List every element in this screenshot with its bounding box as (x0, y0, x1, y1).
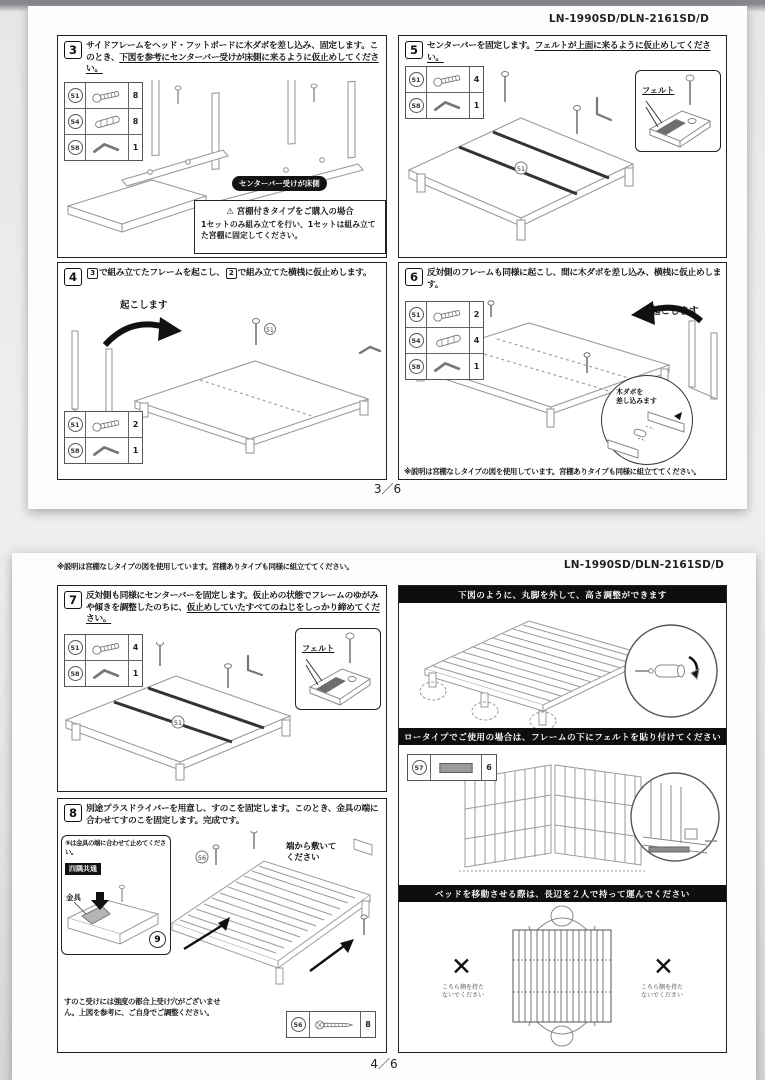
part-callout: 51 (173, 719, 183, 727)
step7-text-underlined: 仮止めしていたすべてのねじをしっかり締めてください。 (86, 602, 380, 625)
dowel-icon (87, 113, 127, 131)
hex-key-icon (87, 139, 127, 157)
step5-number: 5 (405, 41, 423, 59)
felt-detail-drawing (636, 71, 718, 149)
part-id-badge: 58 (409, 98, 424, 113)
part-qty: 8 (132, 117, 139, 126)
step4-text-a: で組み立てたフレームを起こし、 (99, 268, 225, 278)
circled-9: 9 (149, 931, 166, 948)
height-adjust-bar: 下図のように、丸脚を外して、高さ調整ができます (399, 586, 726, 603)
part-qty: 1 (473, 101, 480, 110)
bolt-icon (428, 71, 468, 89)
part-id-badge: 57 (412, 760, 427, 775)
part-id-badge: 54 (68, 114, 83, 129)
step6-instruction: 反対側のフレームも同様に起こし、間に木ダボを差し込み、横桟に仮止めします。 (427, 268, 722, 290)
top-note: ※説明は宮棚なしタイプの図を使用しています。宮棚ありタイプも同様に組立ててください。 (57, 562, 354, 571)
step5-text: センターバーを固定します。 (427, 41, 535, 51)
felt-label: フェルト (302, 643, 335, 653)
part-id-badge: 51 (68, 640, 83, 655)
felt-label: フェルト (642, 85, 675, 95)
no-hold-line1: こちら側を持た (441, 984, 484, 991)
step7-panel (57, 585, 387, 792)
miyadana-warning-box (194, 200, 386, 254)
felt-icon (433, 759, 479, 777)
no-hold-caption-right (630, 984, 694, 1001)
dowel-insert-label (616, 388, 657, 406)
hex-key-icon (87, 442, 127, 460)
step8-instruction: 別途プラスドライバーを用意し、すのこを固定します。このとき、金具の端に合わせてすのこを固定します。完成です。 (86, 804, 379, 826)
tips-panel (398, 585, 727, 1053)
four-corners-tag: 四隅共通 (65, 863, 101, 875)
step5-parts-table (405, 66, 484, 119)
part-id-badge: 51 (68, 417, 83, 432)
no-hold-line1: こちら側を持た (640, 984, 683, 991)
warning-icon: ⚠ (226, 206, 234, 216)
dowel-insert-label-1: 木ダボを (616, 388, 644, 396)
lay-from-edge-label (286, 841, 336, 863)
warning-title-text: 宮棚付きタイプをご購入の場合 (236, 206, 354, 216)
step4-parts-table (64, 411, 143, 464)
step5-text-underlined: フェルトが上面に来るように仮止めしてください。 (427, 41, 711, 63)
part-qty: 2 (473, 310, 480, 319)
part-id-badge: 58 (68, 443, 83, 458)
no-hold-caption-left (431, 984, 495, 1001)
part-id-badge: 51 (409, 307, 424, 322)
low-type-felt-bar: ロータイプでご使用の場合は、フレームの下にフェルトを貼り付けてください (399, 728, 726, 745)
bolt-icon (87, 416, 127, 434)
step-ref-2: 2 (226, 268, 237, 279)
step3-text-underlined: 下図を参考にセンターバー受けが床側に来るように仮止めしてください。 (86, 52, 379, 75)
step7-instruction (86, 591, 383, 626)
step3-panel (57, 35, 387, 258)
warning-title (201, 205, 379, 217)
bracket-detail-inset (61, 835, 171, 955)
part-qty: 4 (473, 75, 480, 84)
part-qty: 1 (132, 143, 139, 152)
height-adjust-illustration (399, 603, 723, 728)
step6-number: 6 (405, 268, 423, 286)
part-qty: 4 (473, 336, 480, 345)
felt-parts-box (407, 754, 497, 781)
part-id-badge: 58 (409, 359, 424, 374)
dowel-insert-drawing (604, 406, 688, 460)
miyadana-note: ※説明は宮棚なしタイプの図を使用しています。宮棚ありタイプも同様に組立ててください。 (404, 467, 701, 476)
carry-illustration (399, 902, 723, 1050)
felt-corner-inset (631, 773, 719, 861)
screw-icon (311, 1016, 359, 1034)
part-id-badge: 58 (68, 140, 83, 155)
step7-number: 7 (64, 591, 82, 609)
part-id-badge: 51 (409, 72, 424, 87)
part-id-badge: 58 (68, 666, 83, 681)
hex-key-icon (428, 358, 468, 376)
part-qty: 8 (365, 1020, 371, 1029)
step8-number: 8 (64, 804, 82, 822)
part-id-badge: 56 (291, 1017, 306, 1032)
slat-support-note: すのこ受けには強度の都合上受け穴がございません。上図を参考に、ご自身でご調整ください。 (64, 997, 221, 1017)
step5-instruction (427, 41, 723, 64)
carry-bar: ベッドを移動させる際は、長辺を２人で持って運んでください (399, 885, 726, 902)
no-hold-line2: ないでください (441, 992, 484, 1000)
part-qty: 1 (473, 362, 480, 371)
step4-number: 4 (64, 268, 82, 286)
warning-body: 1セットのみ組み立てを行い、1セットは組み立てた宮棚に固定してください。 (201, 220, 376, 240)
bolt-icon (87, 639, 127, 657)
step3-text: サイドフレームをヘッド・フットボードに木ダボを差し込み、固定します。このとき、 (86, 41, 378, 63)
part-callout: 56 (197, 854, 207, 862)
step7-parts-table (64, 634, 143, 687)
felt-detail-inset (295, 628, 381, 710)
raise-label: 起こします (120, 300, 168, 311)
step4-text-b: で組み立てた横桟に仮止めします。 (237, 268, 372, 278)
manual-page-4 (12, 553, 756, 1080)
leg-detail-inset (625, 625, 717, 717)
no-hold-x-left: ✕ (451, 952, 472, 981)
center-bar-receiver-label: センターバー受けが床側 (232, 176, 327, 191)
lay-label-2: ください (286, 851, 320, 862)
part-qty: 2 (132, 420, 139, 429)
step5-panel (398, 35, 727, 258)
raise-label: 起こします (651, 306, 699, 317)
no-hold-x-right: ✕ (653, 952, 674, 981)
bracket-note: ⑨は金具の端に合わせて止めてください。 (65, 839, 166, 856)
bolt-icon (87, 87, 127, 105)
page-number: 3／6 (373, 482, 402, 496)
bracket-drawing (62, 884, 162, 946)
bracket-label: 金具 (66, 893, 81, 902)
step-ref-3: 3 (87, 268, 98, 279)
part-qty: 4 (132, 643, 139, 652)
part-id-badge: 51 (68, 88, 83, 103)
dowel-insert-inset (601, 375, 693, 465)
part-qty: 6 (486, 763, 492, 772)
step8-illustration (158, 831, 384, 1001)
bolt-icon (428, 306, 468, 324)
no-hold-line2: ないでください (640, 992, 683, 1000)
part-qty: 1 (132, 446, 139, 455)
part-qty: 8 (132, 91, 139, 100)
felt-detail-inset (635, 70, 721, 152)
part-qty: 1 (132, 669, 139, 678)
model-number: LN-1990SD/DLN-2161SD/D (563, 559, 724, 571)
felt-detail-drawing (296, 629, 378, 707)
dowel-insert-label-2: 差し込みます (616, 396, 657, 405)
step4-panel (57, 262, 387, 480)
part-callout: 51 (516, 165, 526, 173)
dowel-icon (428, 332, 468, 350)
lay-label-1: 端から敷いて (286, 841, 337, 851)
part-id-badge: 54 (409, 333, 424, 348)
step6-parts-table (405, 301, 484, 380)
manual-page-3 (28, 6, 747, 509)
model-number: LN-1990SD/DLN-2161SD/D (548, 13, 709, 25)
step6-panel (398, 262, 727, 480)
hex-key-icon (428, 97, 468, 115)
step3-number: 3 (64, 41, 82, 59)
part-callout: 51 (266, 327, 274, 334)
step7-text: 反対側も同様にセンターバーを固定します。仮止めの状態でフレームのゆがみや傾きを調整したのちに、 (86, 591, 379, 613)
step3-instruction (86, 41, 383, 76)
hex-key-icon (87, 665, 127, 683)
step8-parts-box (286, 1011, 376, 1038)
step3-parts-table (64, 82, 143, 161)
page-number: 4／6 (370, 1057, 398, 1071)
step8-panel (57, 798, 387, 1053)
step4-instruction (86, 268, 383, 280)
